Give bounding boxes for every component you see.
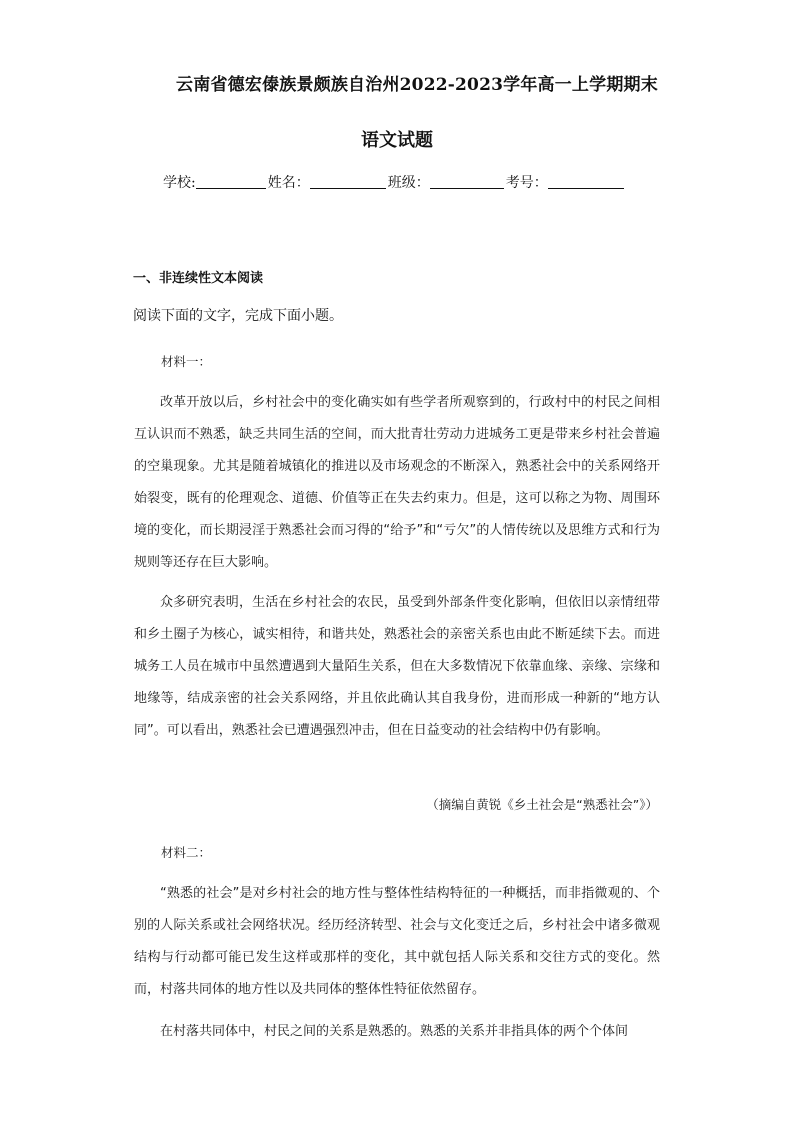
reading-instruction: 阅读下面的文字，完成下面小题。 (133, 308, 343, 324)
material-one-source: （摘编自黄锐《乡土社会是“熟悉社会”》） (426, 797, 658, 812)
name-label: 姓名： (267, 175, 310, 191)
material-two-label: 材料二： (161, 845, 212, 860)
material-one-paragraph-1: 改革开放以后，乡村社会中的变化确实如有些学者所观察到的，行政村中的村民之间相互认识而不熟悉，缺乏共同生活的空间，而大批青壮劳动力进城务工更是带来乡村社会普遍的空巢现象。尤其是随着城镇化的推进以及市场观念的不断深入，熟悉社会中的关系网络开始裂变，既有的伦理观念、道德、价值等正在失去约束力。但是，这可以称之为物、周围环境的变化，而长期浸淫于熟悉社会而习得的“给予”和“亏欠”的人情传统以及思维方式和行为规则等还存在巨大影响。 (134, 395, 660, 570)
class-label: 班级： (387, 175, 430, 191)
exam-subtitle: 语文试题 (361, 130, 433, 151)
section-heading: 一、非连续性文本阅读 (133, 271, 264, 286)
name-blank[interactable] (310, 174, 386, 189)
class-blank[interactable] (430, 174, 504, 189)
exam-title: 云南省德宏傣族景颇族自治州2022-2023学年高一上学期期末 (176, 75, 658, 95)
material-one-paragraph-2: 众多研究表明，生活在乡村社会的农民，虽受到外部条件变化影响，但依旧以亲情纽带和乡土圈子为核心，诚实相待，和谐共处，熟悉社会的亲密关系也由此不断延续下去。而进城务工人员在城市中虽然遭遇到大量陌生关系，但在大多数情况下依靠血缘、亲缘、宗缘和地缘等，结成亲密的社会关系网络，并且依此确认其自我身份，进而形成一种新的“地方认同”。可以看出，熟悉社会已遭遇强烈冲击，但在日益变动的社会结构中仍有影响。 (134, 595, 660, 738)
exam-number-blank[interactable] (548, 174, 624, 189)
material-two-paragraph-1: “熟悉的社会”是对乡村社会的地方性与整体性结构特征的一种概括，而非指微观的、个别的人际关系或社会网络状况。经历经济转型、社会与文化变迁之后，乡村社会中诸多微观结构与行动都可能已发生这样或那样的变化，其中就包括人际关系和交往方式的变化。然而，村落共同体的地方性以及共同体的整体性特征依然留存。 (134, 886, 660, 997)
exam-number-label: 考号： (505, 175, 548, 191)
school-label: 学校: (163, 175, 196, 191)
school-blank[interactable] (196, 174, 266, 189)
material-one-label: 材料一： (161, 354, 212, 369)
material-two-paragraph-2: 在村落共同体中，村民之间的关系是熟悉的。熟悉的关系并非指具体的两个个体间 (160, 1024, 629, 1039)
student-info-fields (163, 172, 626, 192)
